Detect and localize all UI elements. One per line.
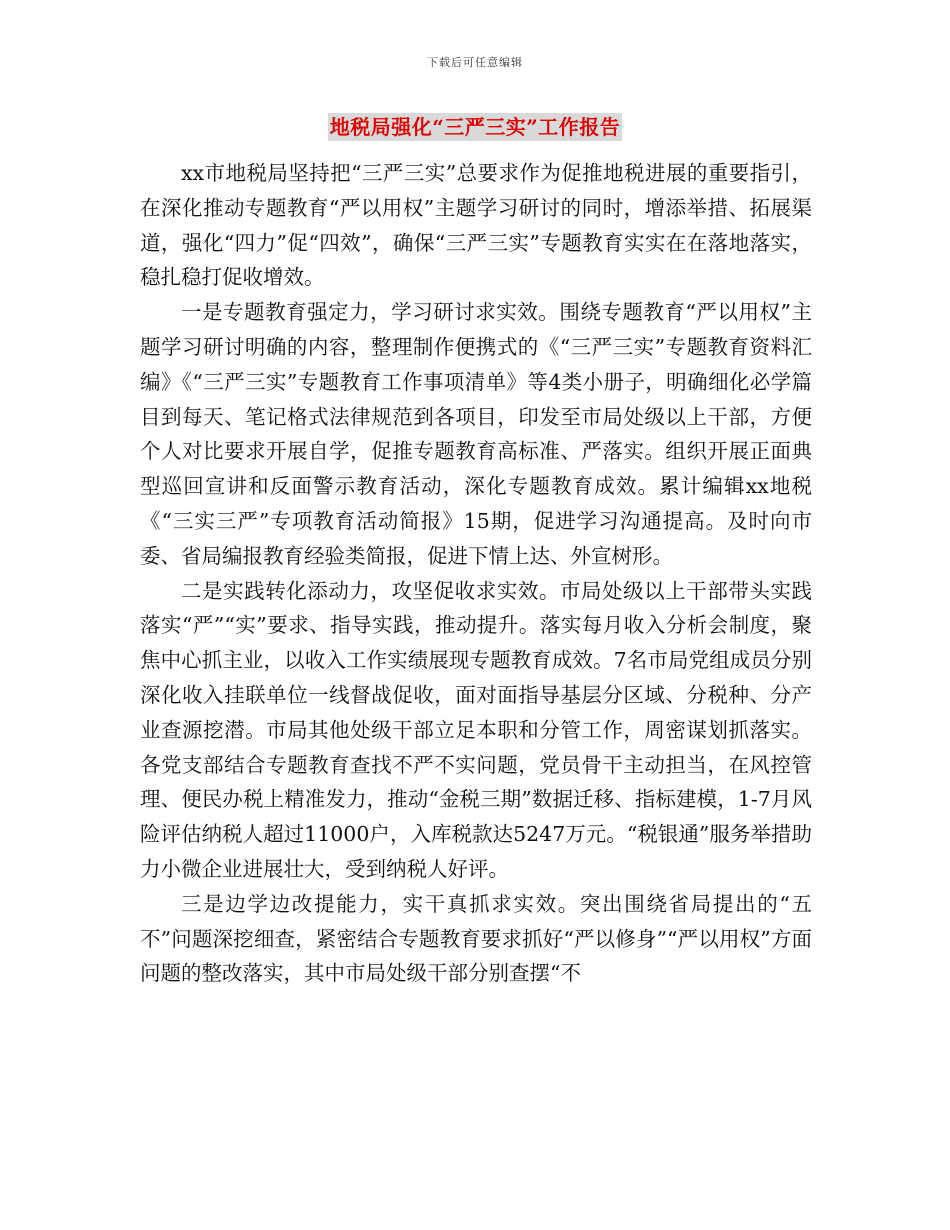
document-body (140, 156, 812, 991)
paragraph-intro: xx市地税局坚持把“三严三实”总要求作为促推地税进展的重要指引，在深化推动专题教育“严以用权”主题学习研讨的同时，增添举措、拓展渠道，强化“四力”促“四效”，确保“三严三实”专题教育实实在在落地落实，稳扎稳打促收增效。 (140, 161, 812, 290)
paragraph-one: 一是专题教育强定力，学习研讨求实效。围绕专题教育“严以用权”主题学习研讨明确的内容，整理制作便携式的《“三严三实”专题教育资料汇编》《“三严三实”专题教育工作事项清单》等4类小册子，明确细化必学篇目到每天、笔记格式法律规范到各项目，印发至市局处级以上干部，方便个人对比要求开展自学，促推专题教育高标准、严落实。组织开展正面典型巡回宣讲和反面警示教育活动，深化专题教育成效。累计编辑xx地税《“三实三严”专项教育活动简报》15期，促进学习沟通提高。及时向市委、省局编报教育经验类简报，促进下情上达、外宣树形。 (140, 300, 812, 568)
paragraph-two: 二是实践转化添动力，攻坚促收求实效。市局处级以上干部带头实践落实“严”“实”要求、指导实践，推动提升。落实每月收入分析会制度，聚焦中心抓主业，以收入工作实绩展现专题教育成效。7名市局党组成员分别深化收入挂联单位一线督战促收，面对面指导基层分区域、分税种、分产业查源挖潜。市局其他处级干部立足本职和分管工作，周密谋划抓落实。各党支部结合专题教育查找不严不实问题，党员骨干主动担当，在风控管理、便民办税上精准发力，推动“金税三期”数据迁移、指标建模，1-7月风险评估纳税人超过11000户，入库税款达5247万元。“税银通”服务举措助力小微企业进展壮大，受到纳税人好评。 (140, 578, 812, 881)
document-title: 地税局强化“三严三实”工作报告 (329, 115, 621, 139)
paragraph-three: 三是边学边改提能力，实干真抓求实效。突出围绕省局提出的“五不”问题深挖细查，紧密结合专题教育要求抓好“严以修身”“严以用权”方面问题的整改落实，其中市局处级干部分别查摆“不 (140, 891, 812, 986)
header-note: 下载后可任意编辑 (427, 56, 523, 69)
title-container (0, 113, 950, 141)
